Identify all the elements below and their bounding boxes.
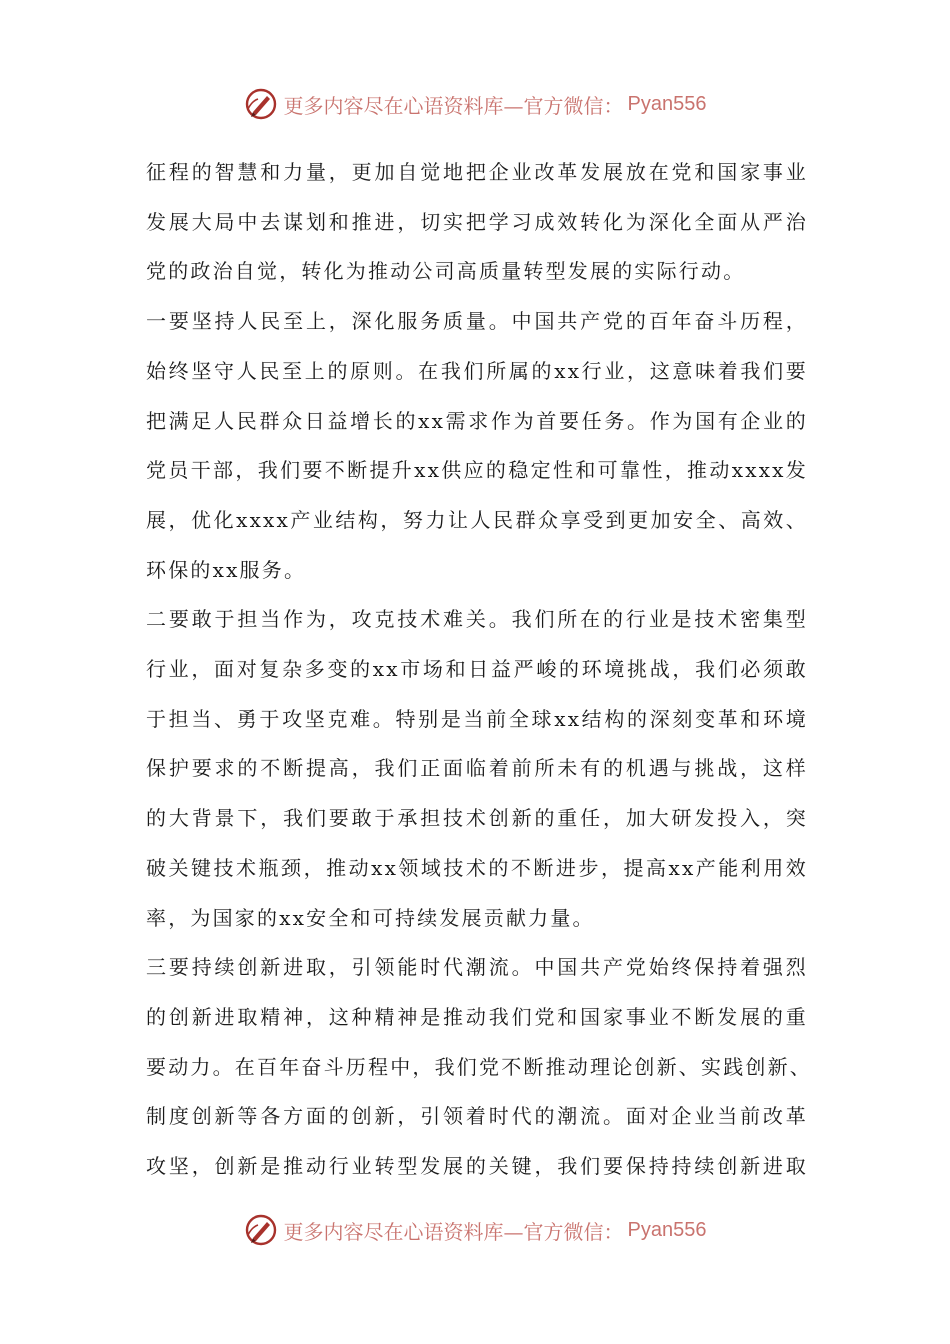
header-watermark (0, 84, 950, 124)
text-line: 征程的智慧和力量，更加自觉地把企业改革发展放在党和国家事业 (146, 160, 808, 184)
text-line: 党的政治自觉，转化为推动公司高质量转型发展的实际行动。 (146, 259, 746, 284)
text-line: 于担当、勇于攻坚克难。特别是当前全球xx结构的深刻变革和环境 (146, 706, 808, 731)
text-line: 行业，面对复杂多变的xx市场和日益严峻的环境挑战，我们必须敢 (146, 657, 808, 682)
pen-logo-icon (244, 1213, 278, 1247)
text-line: 破关键技术瓶颈，推动xx领域技术的不断进步，提高xx产能利用效 (146, 855, 808, 880)
text-line: 保护要求的不断提高，我们正面临着前所未有的机遇与挑战，这样 (146, 756, 808, 781)
paragraph (146, 148, 808, 297)
text-line: 的大背景下，我们要敢于承担技术创新的重任，加大研发投入，突 (146, 806, 808, 831)
paragraph (146, 297, 808, 595)
text-line: 要动力。在百年奋斗历程中，我们党不断推动理论创新、实践创新、 (146, 1054, 812, 1079)
text-line: 一要坚持人民至上，深化服务质量。中国共产党的百年奋斗历程， (146, 309, 808, 334)
watermark-text: 更多内容尽在心语资料库—官方微信： (283, 1219, 624, 1244)
watermark-handle: Pyan556 (627, 1218, 707, 1241)
text-line: 制度创新等各方面的创新，引领着时代的潮流。面对企业当前改革 (146, 1104, 808, 1129)
text-line: 始终坚守人民至上的原则。在我们所属的xx行业，这意味着我们要 (146, 358, 808, 383)
watermark-handle: Pyan556 (627, 92, 707, 115)
text-line: 环保的xx服务。 (146, 557, 307, 582)
paragraph (146, 943, 812, 1192)
watermark-text: 更多内容尽在心语资料库—官方微信： (283, 93, 624, 118)
text-line: 把满足人民群众日益增长的xx需求作为首要任务。作为国有企业的 (146, 408, 808, 433)
text-line: 的创新进取精神，这种精神是推动我们党和国家事业不断发展的重 (146, 1004, 808, 1029)
pen-logo-icon (244, 87, 278, 121)
paragraph (146, 595, 808, 943)
text-line: 二要敢于担当作为，攻克技术难关。我们所在的行业是技术密集型 (146, 607, 808, 632)
text-line: 率，为国家的xx安全和可持续发展贡献力量。 (146, 905, 595, 930)
text-line: 攻坚，创新是推动行业转型发展的关键，我们要保持持续创新进取 (146, 1154, 808, 1179)
text-line: 展，优化xxxx产业结构，努力让人民群众享受到更加安全、高效、 (146, 507, 808, 532)
text-line: 三要持续创新进取，引领能时代潮流。中国共产党始终保持着强烈 (146, 955, 808, 980)
document-body (146, 148, 812, 1192)
text-line: 党员干部，我们要不断提升xx供应的稳定性和可靠性，推动xxxx发 (146, 458, 808, 483)
footer-watermark (0, 1210, 950, 1250)
text-line: 发展大局中去谋划和推进，切实把学习成效转化为深化全面从严治 (146, 209, 808, 234)
